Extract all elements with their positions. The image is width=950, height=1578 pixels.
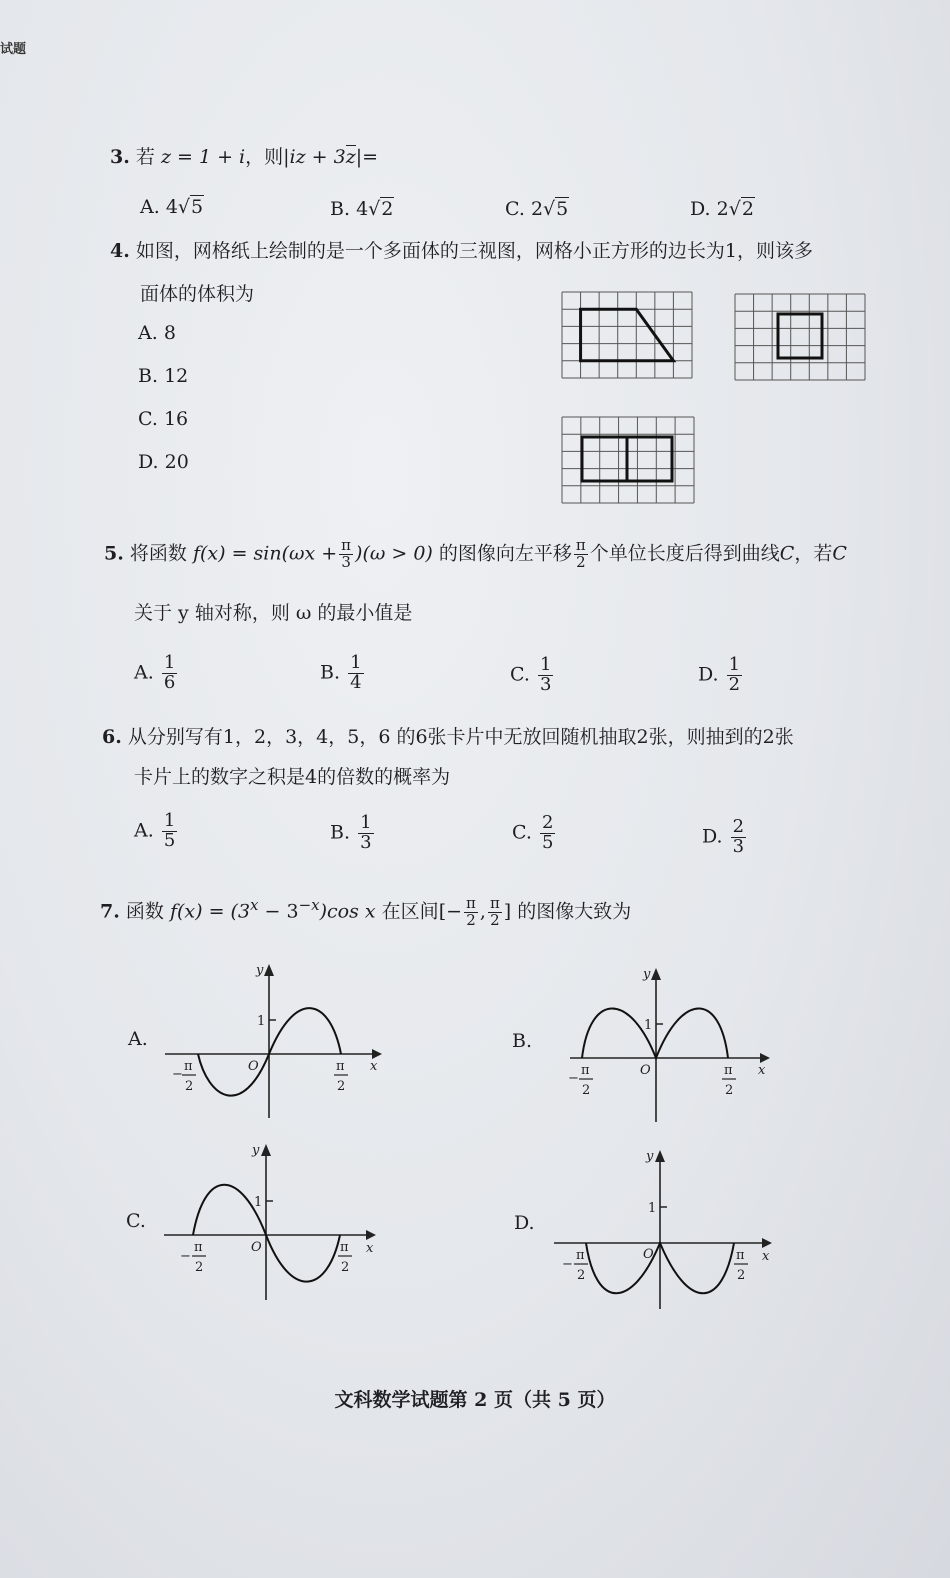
q5-option-a-letter: A. <box>134 661 154 684</box>
question-7-interval-close: ] <box>503 900 512 923</box>
graph-b-pos-two: 2 <box>725 1083 734 1098</box>
q7-option-c-letter: C. <box>126 1210 146 1232</box>
graph-a-x-arrow-icon <box>372 1049 382 1059</box>
graph-c-neg-pi: π <box>194 1240 203 1255</box>
q4-option-d-value: 20 <box>164 451 189 473</box>
question-7-frac-b <box>488 896 502 929</box>
graph-c <box>160 1138 390 1303</box>
graph-b-origin-label: O <box>640 1063 651 1078</box>
q6-option-c-frac <box>540 814 555 853</box>
q3-option-a-coef: 4 <box>165 196 178 218</box>
q4-option-a-value: 8 <box>163 322 176 344</box>
q6-option-b-frac <box>358 814 373 853</box>
front-view-grid <box>562 292 692 378</box>
question-3-number: 3. <box>110 146 130 168</box>
q6-option-d-letter: D. <box>702 825 723 848</box>
graph-a-x-label: x <box>370 1059 378 1074</box>
graph-b-y-label: y <box>643 967 651 982</box>
q7-option-d-letter: D. <box>514 1212 535 1234</box>
q3-option-c-rad: 5 <box>556 198 569 220</box>
q6-option-a <box>134 812 179 851</box>
q6-option-b-den: 3 <box>360 831 372 853</box>
q3-option-d-letter: D. <box>690 198 711 220</box>
graph-c-neg-two: 2 <box>195 1260 204 1275</box>
graph-d-origin-label: O <box>643 1247 654 1262</box>
q4-option-c-letter: C. <box>138 408 158 430</box>
q6-option-b-num: 1 <box>360 812 372 833</box>
q5-option-b-num: 1 <box>350 652 362 673</box>
question-7-minus: − 3 <box>258 900 299 923</box>
q6-option-d-den: 3 <box>732 835 745 857</box>
top-view-grid <box>562 417 694 503</box>
graph-d-x-arrow-icon <box>762 1238 772 1248</box>
q6-option-c-num: 2 <box>541 812 554 833</box>
q3-option-a-rad: 5 <box>191 196 204 218</box>
q5-option-c-num: 1 <box>539 654 552 675</box>
question-7-frac-b-den: 2 <box>490 910 500 929</box>
graph-d-y-label: y <box>646 1149 654 1164</box>
graph-c-x-arrow-icon <box>366 1230 376 1240</box>
question-5-frac-pi3-den: 3 <box>341 552 351 571</box>
question-5-frac-pi2-den: 2 <box>576 552 586 571</box>
q3-option-d-coef: 2 <box>716 198 729 220</box>
question-5-frac-pi2-num: π <box>575 536 586 554</box>
question-7-func: f(x) = (3 <box>169 900 251 923</box>
q5-option-a <box>134 654 179 693</box>
question-7-interval-open: [− <box>438 900 463 923</box>
graph-d-pos-pi: π <box>736 1248 745 1263</box>
q5-option-d-den: 2 <box>728 673 741 695</box>
q5-option-a-num: 1 <box>163 652 176 673</box>
q4-option-d <box>138 451 189 473</box>
q4-option-a-letter: A. <box>138 322 158 344</box>
graph-a-neg-pi: π <box>184 1059 193 1074</box>
graph-c-pos-two: 2 <box>341 1260 350 1275</box>
graph-a-neg-two: 2 <box>185 1079 194 1094</box>
graph-b <box>560 962 790 1127</box>
q6-option-a-den: 5 <box>163 829 176 851</box>
graph-b-x-label: x <box>758 1063 766 1078</box>
q5-option-c-den: 3 <box>539 673 552 695</box>
graph-d-neg-two: 2 <box>577 1268 586 1283</box>
q6-option-c-den: 5 <box>541 831 554 853</box>
q5-option-a-den: 6 <box>163 671 176 693</box>
graph-a-neg-sign: − <box>172 1067 183 1082</box>
q6-option-a-letter: A. <box>134 819 154 842</box>
graph-a-pos-two: 2 <box>337 1079 346 1094</box>
graph-c-x-label: x <box>366 1241 374 1256</box>
graph-b-one-label: 1 <box>644 1018 653 1033</box>
graph-c-neg-sign: − <box>180 1249 191 1264</box>
question-4-line2: 面体的体积为 <box>140 283 255 305</box>
q4-option-c <box>138 408 188 430</box>
graph-d <box>550 1144 780 1312</box>
q3-option-a: A. 4√5 <box>140 196 204 218</box>
graph-d-pos-two: 2 <box>737 1268 746 1283</box>
question-7-sup2: −x <box>298 896 320 914</box>
graph-a-origin-label: O <box>248 1059 259 1074</box>
graph-a <box>160 958 390 1123</box>
q3-option-a-letter: A. <box>140 196 160 218</box>
q4-option-c-value: 16 <box>163 408 189 430</box>
q3-option-d-rad: 2 <box>741 198 754 220</box>
question-3-conj: z <box>345 146 356 168</box>
q7-option-a-letter: A. <box>128 1028 148 1050</box>
graph-d-neg-pi: π <box>576 1248 585 1263</box>
q4-option-d-letter: D. <box>138 451 159 473</box>
q3-option-c-letter: C. <box>505 198 525 220</box>
q5-option-d-frac <box>727 656 742 695</box>
q3-option-c: C. 2√5 <box>505 198 569 220</box>
q4-option-b-value: 12 <box>164 365 189 387</box>
question-5 <box>104 538 847 571</box>
question-7-frac-b-num: π <box>489 894 500 913</box>
question-6-line2: 卡片上的数字之积是4的倍数的概率为 <box>134 766 451 788</box>
q7-option-b-letter: B. <box>512 1030 533 1052</box>
question-5-post2: ，若 <box>794 542 833 565</box>
question-5-cond: )(ω > 0) <box>355 542 433 565</box>
q6-option-b <box>330 814 376 853</box>
question-5-frac-pi2 <box>574 538 588 571</box>
question-5-line2: 关于 y 轴对称，则 ω 的最小值是 <box>134 602 413 624</box>
question-5-curve: C <box>779 542 795 565</box>
q3-option-b-coef: 4 <box>356 198 369 220</box>
graph-d-neg-sign: − <box>562 1257 573 1272</box>
graph-b-pos-pi: π <box>724 1063 733 1078</box>
graph-a-one-label: 1 <box>257 1014 266 1029</box>
corner-mark: 试题 <box>0 42 27 57</box>
graph-b-neg-two: 2 <box>582 1083 591 1098</box>
graph-d-y-arrow-icon <box>655 1150 665 1162</box>
graph-b-y-arrow-icon <box>651 968 661 980</box>
question-3-pre: 若 <box>135 146 155 168</box>
question-7-sup1: x <box>250 896 259 914</box>
q5-option-d-num: 1 <box>728 654 741 675</box>
q5-option-b-letter: B. <box>320 661 341 684</box>
q5-option-d <box>698 656 744 695</box>
question-5-post: 个单位长度后得到曲线 <box>589 542 780 565</box>
question-3-mid: ，则 <box>245 146 284 168</box>
question-7-pre: 函数 <box>125 900 164 923</box>
graph-c-pos-pi: π <box>340 1240 349 1255</box>
graph-b-curve <box>582 1009 728 1059</box>
question-7-frac-a-num: π <box>466 894 476 913</box>
q6-option-b-letter: B. <box>330 821 351 844</box>
graph-b-neg-pi: π <box>581 1063 590 1078</box>
question-4-number: 4. <box>110 240 130 262</box>
q6-option-c <box>512 814 557 853</box>
question-6-number: 6. <box>102 726 122 748</box>
q4-option-b-letter: B. <box>138 365 159 387</box>
graph-b-x-arrow-icon <box>760 1053 770 1063</box>
q3-option-d: D. 2√2 <box>690 198 754 220</box>
q5-option-b-frac <box>348 654 363 693</box>
question-7-frac-a <box>464 896 478 929</box>
q5-option-b-den: 4 <box>350 671 362 693</box>
graph-c-y-arrow-icon <box>261 1144 271 1156</box>
graph-b-neg-sign: − <box>568 1071 579 1086</box>
graph-a-y-label: y <box>256 963 264 978</box>
question-3 <box>110 146 378 170</box>
q5-option-d-letter: D. <box>698 663 719 686</box>
question-7-cos: )cos x <box>319 900 376 923</box>
question-7-post: 的图像大致为 <box>517 900 632 923</box>
graph-c-one-label: 1 <box>254 1195 263 1210</box>
graph-d-one-label: 1 <box>648 1201 657 1216</box>
question-5-number: 5. <box>104 542 124 565</box>
graph-d-x-label: x <box>762 1249 770 1264</box>
q5-option-b <box>320 654 366 693</box>
question-5-frac-pi3 <box>339 538 353 571</box>
side-view-grid <box>735 294 865 380</box>
question-6 <box>102 726 794 750</box>
q6-option-a-frac <box>162 812 177 851</box>
q5-option-c <box>510 656 555 695</box>
q4-option-b <box>138 365 188 387</box>
q6-option-d <box>702 818 748 857</box>
question-5-curve-2: C <box>832 542 847 565</box>
q6-option-d-frac <box>731 818 746 857</box>
q6-option-c-letter: C. <box>512 821 532 844</box>
q3-option-c-coef: 2 <box>530 198 544 220</box>
q5-option-c-letter: C. <box>510 663 530 686</box>
graph-a-y-arrow-icon <box>264 964 274 976</box>
question-4-line1: 如图，网格纸上绘制的是一个多面体的三视图，网格小正方形的边长为1，则该多 <box>135 240 813 262</box>
question-6-line1: 从分别写有1，2，3，4，5，6 的6张卡片中无放回随机抽取2张，则抽到的2张 <box>127 726 794 748</box>
question-3-abs-post: |= <box>355 146 379 168</box>
q4-option-a <box>138 322 176 344</box>
q3-option-b-letter: B. <box>330 198 351 220</box>
page-footer: 文科数学试题第 2 页（共 5 页） <box>334 1389 616 1411</box>
question-3-abs-pre: |iz + 3 <box>283 146 346 168</box>
question-7-number: 7. <box>100 900 120 923</box>
q5-option-a-frac <box>162 654 177 693</box>
question-5-frac-pi3-num: π <box>341 536 352 554</box>
question-5-pre: 将函数 <box>129 542 187 565</box>
question-4 <box>110 240 813 264</box>
graph-a-pos-pi: π <box>336 1059 345 1074</box>
question-5-func: f(x) = sin(ωx + <box>192 542 338 565</box>
q6-option-d-num: 2 <box>732 816 745 837</box>
q5-option-c-frac <box>538 656 553 695</box>
question-7-interval-comma: , <box>479 900 486 923</box>
graph-c-y-label: y <box>252 1143 260 1158</box>
question-7 <box>100 896 631 929</box>
q3-option-b: B. 4√2 <box>330 198 394 220</box>
question-5-mid: 的图像向左平移 <box>438 542 572 565</box>
question-3-z: z = 1 + i <box>160 146 246 168</box>
q6-option-a-num: 1 <box>163 810 176 831</box>
q3-option-b-rad: 2 <box>381 198 394 220</box>
graph-c-origin-label: O <box>251 1240 262 1255</box>
question-7-mid: 在区间 <box>381 900 439 923</box>
question-7-frac-a-den: 2 <box>466 910 476 929</box>
